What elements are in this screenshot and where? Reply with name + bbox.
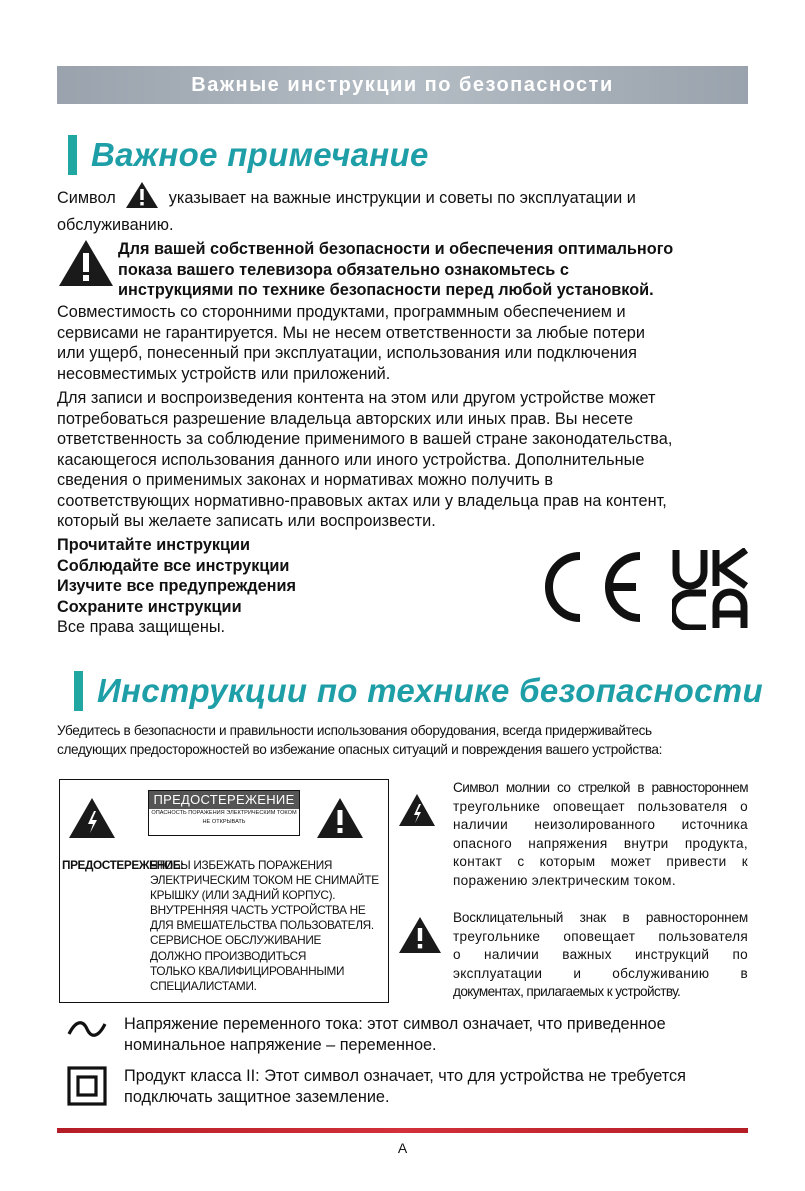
exclamation-symbol-icon (398, 916, 442, 959)
para-line: Для записи и воспроизведения контента на этом или другом устройстве может (57, 389, 656, 407)
instructions-list (57, 535, 477, 638)
intro-text-part1: Символ (57, 189, 116, 207)
caution-lines (150, 858, 390, 994)
intro-text-line2: обслуживанию. (57, 215, 174, 234)
symbol-desc-line: поражению электрическим током. (453, 872, 676, 888)
safety-intro (57, 722, 747, 759)
rights-text: Все права защищены. (57, 618, 226, 636)
caution-line: ЧТОБЫ ИЗБЕЖАТЬ ПОРАЖЕНИЯ (150, 858, 333, 872)
section-title-safety-instructions (74, 671, 763, 711)
para-line: или ущерб, понесенный при эксплуатации, использования или подключения (57, 344, 637, 362)
section-title-text: Важное примечание (91, 136, 429, 173)
section-title-important-note (68, 135, 429, 175)
caution-line: СЕРВИСНОЕ ОБСЛУЖИВАНИЕ (150, 933, 322, 948)
symbol-desc-line: эксплуатации и обслуживанию в (453, 965, 748, 981)
caution-banner (148, 790, 300, 836)
bold-warning-line: инструкциями по технике безопасности перед любой установкой. (118, 281, 654, 299)
symbol-desc-line: наличии неизолированного источника (453, 817, 748, 832)
caution-label-box (59, 779, 389, 1003)
compatibility-paragraph (57, 302, 747, 384)
symbol-desc-line: документах, прилагаемых к устройству. (453, 984, 681, 999)
instruction-item: Изучите все предупреждения (57, 577, 297, 595)
para-line: касающегося использования данного или иного устройства. Дополнительные (57, 450, 645, 469)
symbol-desc-line: Символ молнии со стрелкой в равностороннем (453, 780, 748, 795)
class2-desc-line: подключать защитное заземление. (124, 1087, 390, 1106)
symbol-desc-line: о наличии важных инструкций по (453, 947, 748, 962)
instruction-item: Соблюдайте все инструкции (57, 556, 290, 575)
footer-bar (57, 1128, 748, 1133)
section-title-accent-bar (74, 671, 83, 711)
class-ii-description (124, 1066, 748, 1107)
para-line: сведения о применимых законах и нормативах можно получить в (57, 471, 554, 489)
caution-line: ЭЛЕКТРИЧЕСКИМ ТОКОМ НЕ СНИМАЙТЕ (150, 873, 379, 888)
symbol-desc-line: Восклицательный знак в равностороннем (453, 910, 748, 925)
page-number: A (397, 1140, 408, 1156)
lightning-symbol-description (453, 779, 748, 890)
safety-intro-line: следующих предосторожностей во избежание опасных ситуаций и повреждения вашего устройства: (57, 741, 663, 757)
bold-safety-warning (118, 239, 748, 301)
warning-triangle-icon (125, 181, 159, 215)
page-header-title: Важные инструкции по безопасности (191, 73, 614, 96)
caution-line: ТОЛЬКО КВАЛИФИЦИРОВАННЫМИ (150, 963, 345, 978)
caution-banner-sub: ОПАСНОСТЬ ПОРАЖЕНИЯ ЭЛЕКТРИЧЕСКИМ ТОКОМ (151, 810, 297, 816)
class-ii-icon (67, 1066, 107, 1111)
instruction-item: Сохраните инструкции (57, 597, 242, 616)
para-line: Совместимость со сторонними продуктами, программным обеспечением и (57, 303, 626, 321)
caution-line: СПЕЦИАЛИСТАМИ. (150, 978, 257, 993)
para-line: соответствующих нормативно-правовых актах или у владельца прав на контент, (57, 491, 667, 510)
lightning-symbol-icon (398, 793, 436, 832)
section-title-text: Инструкции по технике безопасности (97, 672, 763, 709)
caution-banner-sub: НЕ ОТКРЫВАТЬ (202, 819, 246, 825)
symbol-desc-line: опасного напряжения внутри продукта, (453, 835, 748, 851)
class2-desc-line: Продукт класса II: Этот символ означает, что для устройства не требуется (124, 1067, 686, 1085)
bold-warning-line: Для вашей собственной безопасности и обеспечения оптимального (118, 240, 674, 258)
intro-text-part2: указывает на важные инструкции и советы по эксплуатации и (168, 189, 636, 207)
lightning-triangle-icon (68, 797, 116, 844)
ac-desc-line: номинальное напряжение – переменное. (124, 1035, 437, 1054)
ac-voltage-description (124, 1014, 748, 1055)
copyright-paragraph (57, 388, 747, 532)
ac-voltage-icon (66, 1018, 108, 1045)
caution-label-text: ПРЕДОСТЕРЕЖЕНИЕ: (62, 858, 184, 872)
symbol-desc-line: контакт с которым может привести к (453, 854, 748, 869)
ac-desc-line: Напряжение переменного тока: этот символ означает, что приведенное (124, 1015, 666, 1033)
exclamation-symbol-description (453, 909, 748, 1002)
instruction-item: Прочитайте инструкции (57, 536, 251, 554)
para-line: ответственность за соблюдение применимого в вашей стране законодательства, (57, 430, 673, 448)
bold-warning-line: показа вашего телевизора обязательно ознакомьтесь с (118, 260, 569, 279)
intro-paragraph (57, 181, 747, 235)
para-line: который вы желаете записать или воспроизвести. (57, 512, 436, 530)
ce-mark-icon (530, 548, 650, 631)
para-line: потребоваться разрешение владельца авторских или иных прав. Вы несете (57, 409, 634, 428)
safety-intro-line: Убедитесь в безопасности и правильности использования оборудования, всегда придерживайтесь (57, 723, 652, 738)
caution-line: КРЫШКУ (ИЛИ ЗАДНИЙ КОРПУС). (150, 888, 336, 903)
section-title-accent-bar (68, 135, 77, 175)
caution-line: ДОЛЖНО ПРОИЗВОДИТЬСЯ (150, 948, 307, 963)
symbol-desc-line: треугольнике оповещает пользователя (453, 928, 748, 944)
ukca-mark-icon (672, 548, 750, 635)
symbol-desc-line: треугольнике оповещает пользователя о (453, 798, 748, 814)
big-warning-triangle-icon (57, 238, 115, 293)
page-header-bar (57, 66, 748, 104)
para-line: сервисами не гарантируется. Мы не несем ответственности за любые потери (57, 323, 645, 342)
exclamation-triangle-icon (316, 797, 364, 844)
caution-line: ВНУТРЕННЯЯ ЧАСТЬ УСТРОЙСТВА НЕ (150, 903, 366, 918)
caution-line: ДЛЯ ВМЕШАТЕЛЬСТВА ПОЛЬЗОВАТЕЛЯ. (150, 918, 374, 933)
para-line: несовместимых устройств или приложений. (57, 364, 391, 383)
caution-banner-title: ПРЕДОСТЕРЕЖЕНИЕ (149, 791, 299, 809)
